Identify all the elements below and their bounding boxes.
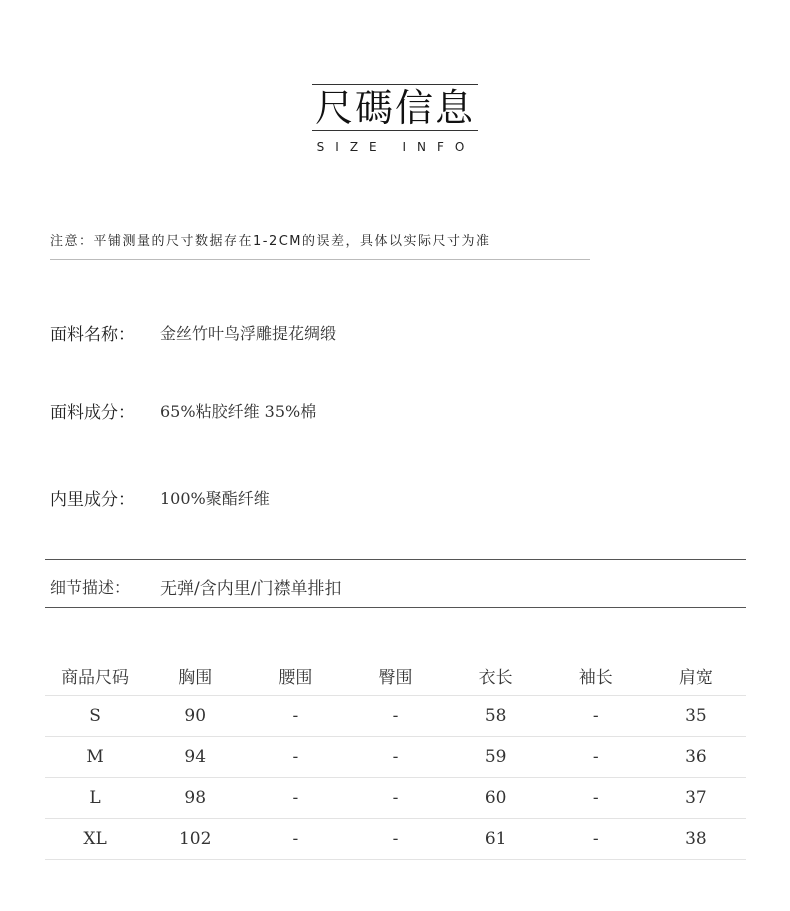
details-divider-top [45, 559, 746, 560]
page-title: 尺碼信息 [314, 86, 475, 130]
lining-composition-value: 100%聚酯纤维 [160, 489, 270, 508]
cell-waist: - [245, 778, 345, 819]
size-table [45, 655, 746, 860]
cell-chest: 90 [145, 696, 245, 737]
cell-sleeve: - [546, 737, 646, 778]
cell-waist: - [245, 819, 345, 860]
header-chest: 胸围 [145, 655, 245, 696]
cell-sleeve: - [546, 696, 646, 737]
measurement-note: 注意：平铺测量的尺寸数据存在1-2CM的误差，具体以实际尺寸为准 [50, 234, 491, 249]
details-value: 无弹/含内里/门襟单排扣 [160, 579, 342, 599]
cell-shoulder: 36 [646, 737, 746, 778]
cell-hip: - [345, 778, 445, 819]
table-row [45, 778, 746, 819]
cell-hip: - [345, 819, 445, 860]
cell-length: 61 [446, 819, 546, 860]
title-rule-top [312, 84, 478, 85]
cell-size: L [45, 778, 145, 819]
lining-composition-label: 内里成分： [50, 490, 135, 510]
cell-waist: - [245, 737, 345, 778]
header-shoulder: 肩宽 [646, 655, 746, 696]
header-waist: 腰围 [245, 655, 345, 696]
fabric-name-value: 金丝竹叶鸟浮雕提花绸缎 [160, 324, 337, 343]
fabric-composition-label: 面料成分： [50, 403, 135, 423]
cell-sleeve: - [546, 778, 646, 819]
page-subtitle: SIZE INFO [316, 140, 476, 154]
table-row [45, 819, 746, 860]
cell-shoulder: 38 [646, 819, 746, 860]
table-row [45, 737, 746, 778]
title-rule-bottom [312, 130, 478, 131]
header-sleeve: 袖长 [546, 655, 646, 696]
cell-chest: 94 [145, 737, 245, 778]
cell-chest: 98 [145, 778, 245, 819]
cell-hip: - [345, 696, 445, 737]
cell-size: XL [45, 819, 145, 860]
cell-chest: 102 [145, 819, 245, 860]
cell-length: 59 [446, 737, 546, 778]
table-row [45, 696, 746, 737]
header-length: 衣长 [446, 655, 546, 696]
cell-hip: - [345, 737, 445, 778]
note-divider [50, 259, 590, 260]
details-label: 细节描述： [50, 578, 131, 597]
cell-length: 60 [446, 778, 546, 819]
cell-size: M [45, 737, 145, 778]
cell-waist: - [245, 696, 345, 737]
header-size: 商品尺码 [45, 655, 145, 696]
cell-shoulder: 37 [646, 778, 746, 819]
details-divider-bottom [45, 607, 746, 608]
cell-size: S [45, 696, 145, 737]
cell-sleeve: - [546, 819, 646, 860]
fabric-composition-value: 65%粘胶纤维 35%棉 [160, 402, 317, 421]
size-table-header [45, 655, 746, 696]
fabric-name-label: 面料名称： [50, 325, 135, 345]
cell-shoulder: 35 [646, 696, 746, 737]
cell-length: 58 [446, 696, 546, 737]
header-hip: 臀围 [345, 655, 445, 696]
